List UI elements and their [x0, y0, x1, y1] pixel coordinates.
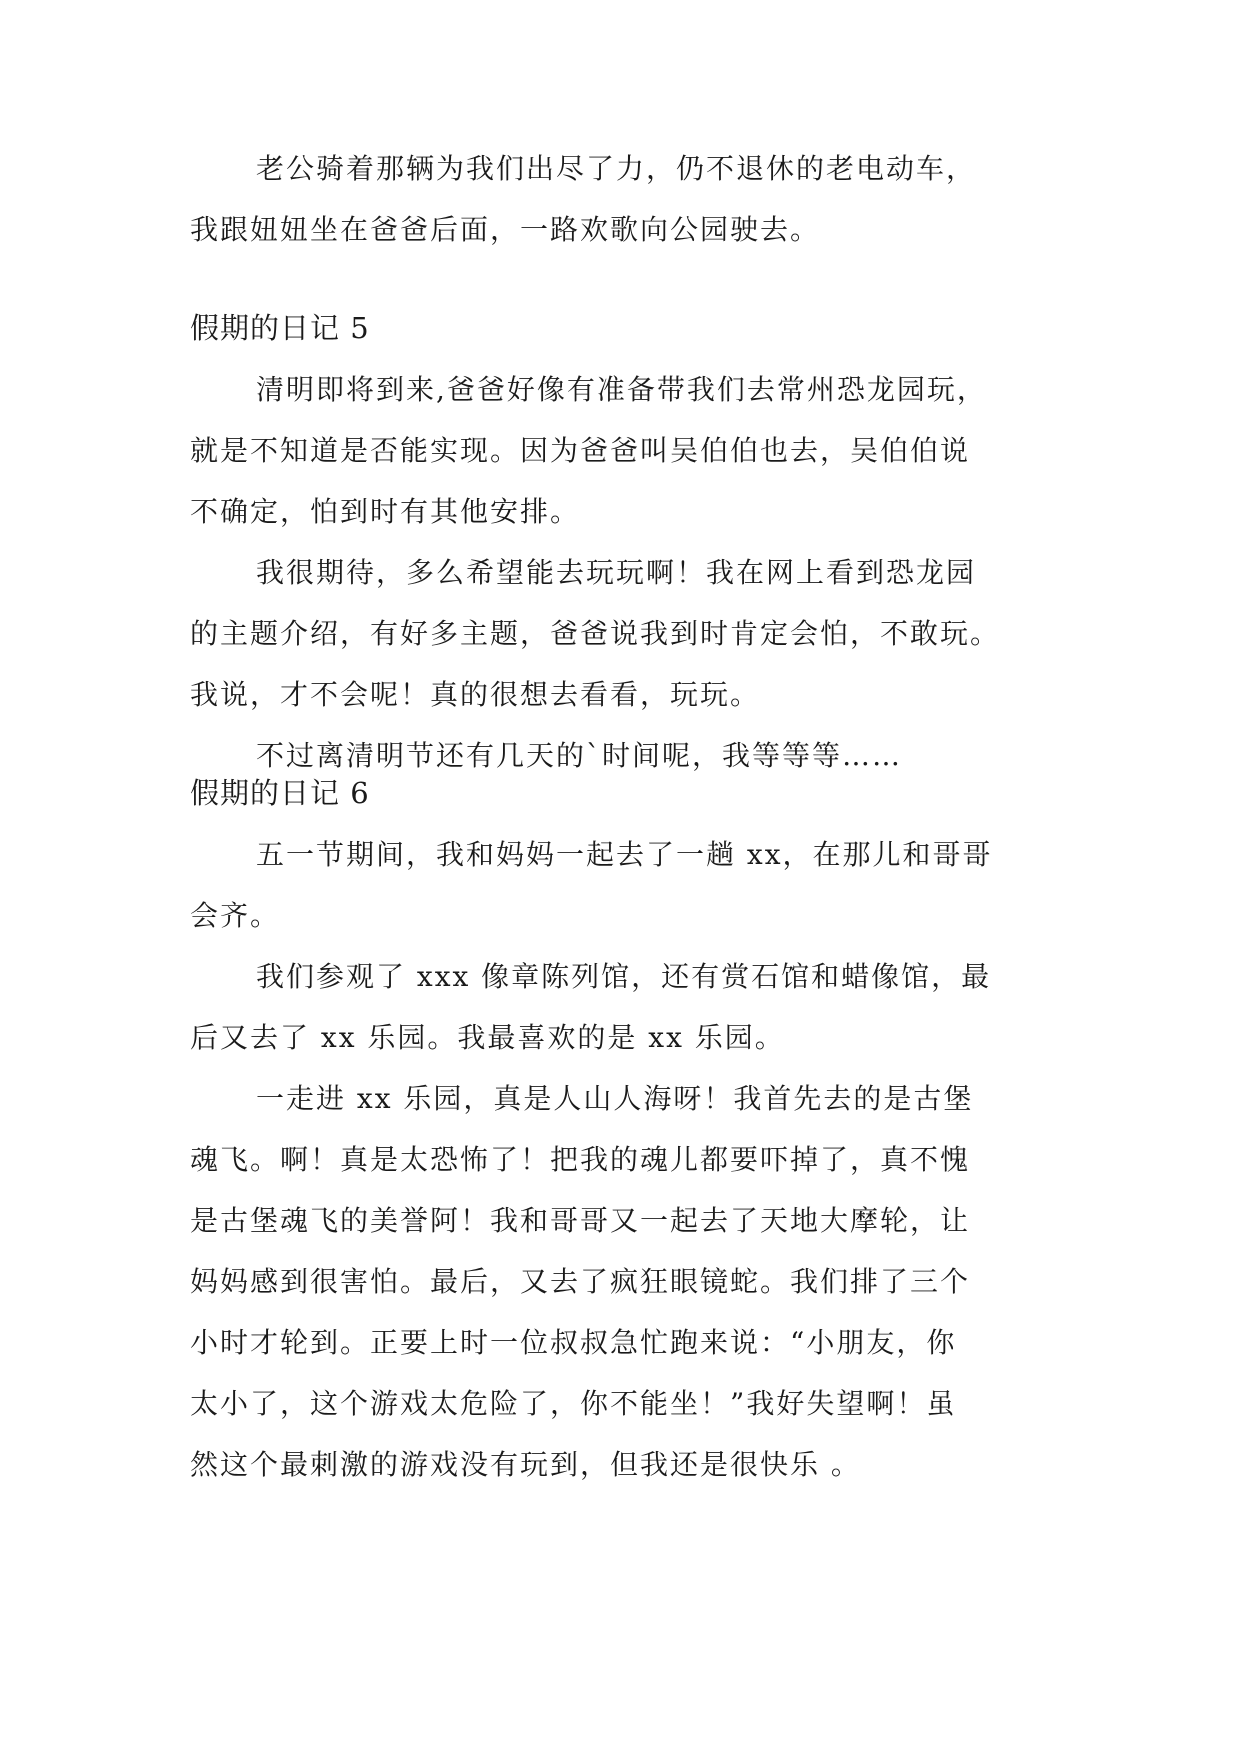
section-diary-5	[190, 298, 1070, 786]
paragraph-line: 我们参观了 xxx 像章陈列馆，还有赏石馆和蜡像馆，最	[256, 960, 992, 993]
section-title: 假期的日记 5	[190, 311, 370, 345]
paragraph-line: 小时才轮到。正要上时一位叔叔急忙跑来说：“小朋友，你	[190, 1326, 957, 1359]
paragraph-line: 老公骑着那辆为我们出尽了力，仍不退休的老电动车，	[256, 152, 977, 185]
paragraph-line: 我跟妞妞坐在爸爸后面，一路欢歌向公园驶去。	[190, 213, 821, 246]
section-diary-6	[190, 763, 1070, 1495]
paragraph-line: 就是不知道是否能实现。因为爸爸叫吴伯伯也去，吴伯伯说	[190, 434, 971, 467]
section-intro	[190, 138, 1070, 260]
paragraph-line: 是古堡魂飞的美誉阿！我和哥哥又一起去了天地大摩轮，让	[190, 1204, 971, 1237]
paragraph-line: 不过离清明节还有几天的`时间呢，我等等等……	[256, 739, 903, 772]
paragraph-line: 不确定，怕到时有其他安排。	[190, 495, 581, 528]
paragraph-line: 妈妈感到很害怕。最后，又去了疯狂眼镜蛇。我们排了三个	[190, 1265, 971, 1298]
paragraph-line: 一走进 xx 乐园，真是人山人海呀！我首先去的是古堡	[256, 1082, 974, 1115]
section-title: 假期的日记 6	[190, 776, 370, 810]
paragraph-line: 清明即将到来,爸爸好像有准备带我们去常州恐龙园玩，	[256, 373, 987, 406]
paragraph-line: 我说，才不会呢！真的很想去看看，玩玩。	[190, 678, 761, 711]
paragraph-line: 五一节期间，我和妈妈一起去了一趟 xx，在那儿和哥哥	[256, 838, 993, 871]
paragraph-line: 会齐。	[190, 899, 281, 932]
paragraph-line: 魂飞。啊！真是太恐怖了！把我的魂儿都要吓掉了，真不愧	[190, 1143, 971, 1176]
paragraph-line: 太小了，这个游戏太危险了，你不能坐！”我好失望啊！虽	[190, 1387, 957, 1420]
paragraph-line: 的主题介绍，有好多主题，爸爸说我到时肯定会怕，不敢玩。	[190, 617, 1001, 650]
paragraph-line: 我很期待，多么希望能去玩玩啊！我在网上看到恐龙园	[256, 556, 977, 589]
paragraph-line: 后又去了 xx 乐园。我最喜欢的是 xx 乐园。	[190, 1021, 785, 1054]
paragraph-line: 然这个最刺激的游戏没有玩到，但我还是很快乐 。	[190, 1448, 861, 1481]
